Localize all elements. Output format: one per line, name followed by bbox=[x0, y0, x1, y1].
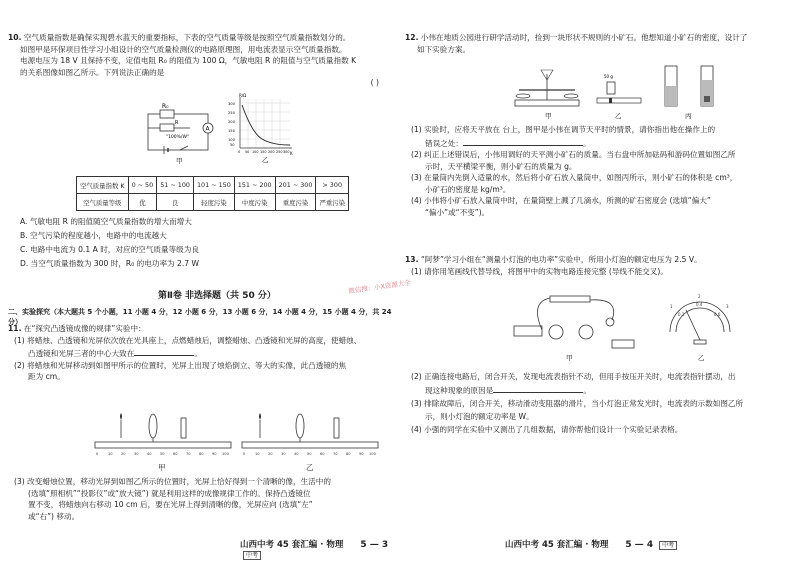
table-cell: 良 bbox=[157, 194, 194, 211]
table-cell: 轻度污染 bbox=[193, 194, 234, 211]
resistor-r0 bbox=[160, 110, 174, 118]
question-13 bbox=[405, 254, 790, 277]
publisher-logo: 中考 bbox=[659, 541, 677, 550]
bench-tick: 60 bbox=[320, 452, 325, 456]
x-tick: 150 bbox=[260, 150, 267, 154]
footer-title: 山西中考 45 套汇编 · 物理 bbox=[505, 540, 609, 550]
bench-tick: 50 bbox=[307, 452, 312, 456]
switch-icon bbox=[180, 146, 188, 150]
lens-icon bbox=[149, 414, 157, 438]
option-d[interactable]: D. 当空气质量指数为 300 时，R₀ 的电功率为 2.7 W bbox=[20, 259, 200, 268]
table-cell: 空气质量等级 bbox=[77, 194, 129, 211]
circuit-diagram-jia bbox=[140, 102, 220, 164]
ammeter-dial-icon bbox=[670, 302, 730, 344]
question-text-line: (4) 小强的同学在实验中又测出了几组数据，请你帮他们设计一个实验记录表格。 bbox=[411, 425, 683, 434]
question-text-line: (选填“照相机”“投影仪”或“放大镜”) 就是利用这样的成像规律工作的。保持凸透镜位 bbox=[28, 488, 311, 498]
answer-bracket[interactable]: ( ) bbox=[370, 78, 379, 87]
page-footer bbox=[240, 538, 393, 560]
sensor-mark: "100%/W" bbox=[166, 135, 189, 140]
question-number: 12. bbox=[405, 33, 419, 42]
bench-tick: 100 bbox=[222, 452, 229, 456]
question-text-line: 现这种现象的原因是 bbox=[425, 386, 494, 395]
y-tick: 150 bbox=[228, 129, 235, 133]
question-11: 11. 在“探究凸透镜成像的规律”实验中： (1) 将蜡烛、凸透镜和光屏依次放在光具座上，点燃蜡烛后，调整蜡烛、凸透镜和光屏的高度，使蜡烛、 凸透镜和光屏三者的中心大致在 。 (2) 将蜡烛和光屏移动到如图甲所示的位置时，光屏上出现了烛焰倒立、等大的实像，此凸透镜的焦 距为 cm。 bbox=[8, 324, 362, 381]
answer-blank[interactable] bbox=[463, 136, 583, 146]
question-text-line: 小伟在地质公园进行研学活动时，捡到一块形状不规则的小矿石。他想知道小矿石的密度，设计了 bbox=[420, 33, 748, 42]
question-text-line: “偏小”或“不变”)。 bbox=[425, 207, 490, 217]
meter-tick: 2 bbox=[698, 294, 701, 299]
table-cell: 101 ~ 150 bbox=[193, 177, 234, 194]
x-tick: 200 bbox=[268, 150, 275, 154]
question-text-line: (2) 正确连接电路后，闭合开关，发现电流表指针不动，但用手按压开关时，电流表指针摆动，出 bbox=[411, 372, 736, 381]
optical-bench-jia bbox=[93, 404, 233, 460]
answer-blank[interactable] bbox=[134, 346, 194, 356]
question-text-line: 如下实验方案。 bbox=[417, 44, 471, 54]
table-cell: 优 bbox=[128, 194, 157, 211]
screen-icon bbox=[334, 418, 339, 438]
y-tick: 250 bbox=[228, 111, 235, 115]
question-text-line: 错误之处： bbox=[425, 138, 463, 148]
page-footer bbox=[505, 538, 677, 550]
bench-tick: 40 bbox=[294, 452, 299, 456]
question-text-line: (3) 在量筒内先倒入适量的水，然后将小矿石放入量筒中，如图丙所示，则小矿石的体积是 cm³， bbox=[411, 173, 738, 182]
question-text-line: 置不变，将蜡烛向右移动 10 cm 后，要在光屏上得到清晰的像，光屏应向 (选填“左” bbox=[28, 500, 313, 509]
y-axis-label: R/Ω bbox=[239, 93, 247, 98]
question-text-line: 距为 cm。 bbox=[28, 372, 65, 381]
figure-caption: 甲 bbox=[566, 354, 573, 362]
question-11-part3 bbox=[8, 476, 388, 522]
resistance-graph-yi bbox=[226, 93, 296, 165]
question-text-line: (2) 将蜡烛和光屏移动到如图甲所示的位置时，光屏上出现了烛焰倒立、等大的实像，此凸透镜的焦 bbox=[14, 360, 347, 370]
question-number: 13. bbox=[405, 255, 419, 264]
bench-tick: 70 bbox=[186, 452, 191, 456]
bench-tick: 30 bbox=[134, 452, 139, 456]
y-tick: 100 bbox=[228, 138, 235, 142]
question-text-line: 示，则小灯泡的额定功率是 W。 bbox=[425, 412, 534, 421]
right-page bbox=[405, 0, 790, 566]
question-text-line: 如图甲是环保项目性学习小组设计的空气质量检测仪的电路原理图，用电流表显示空气质量指数。 bbox=[20, 44, 347, 54]
bench-tick: 20 bbox=[268, 452, 273, 456]
question-number: 11. bbox=[8, 324, 22, 333]
question-12-parts: (1) 实验时，应将天平放在 台上，图甲是小伟在调节天平时的情景，请你指出他在操作上的 错误之处： 。 (2) 纠正上述错误后，小伟用调好的天平测小矿石的质量。当右盘中所加砝码和游码位置如图乙所 示时，天平横梁平衡，则小矿石的质量为 g。 (3) 在量筒内先倒入适量的水，然后将小矿石放入量筒中，如图丙所示，则小矿石的体积是 cm³， 小矿石的密度是 kg/m³。 (4) 小伟将小矿石放入量筒中时，在量筒壁上溅了几滴水，所测的矿石密度会 (选填“偏大” “偏小”或“不变”)。 bbox=[405, 124, 790, 218]
balance-icon bbox=[515, 70, 579, 106]
bench-tick: 0 bbox=[96, 452, 99, 456]
q13-figures bbox=[500, 282, 750, 364]
bench-rail bbox=[242, 442, 378, 448]
table-cell: > 300 bbox=[316, 177, 349, 194]
bench-tick: 90 bbox=[359, 452, 364, 456]
ammeter-label: A bbox=[205, 125, 210, 133]
watermark: 微信搜：小X资源大全 bbox=[347, 278, 412, 296]
bench-tick: 40 bbox=[147, 452, 152, 456]
question-text-line: (1) 请你用笔画线代替导线，将图甲中的实物电路连接完整 (导线不能交叉)。 bbox=[411, 266, 668, 276]
table-cell: 51 ~ 100 bbox=[157, 177, 194, 194]
y-tick: 200 bbox=[228, 120, 235, 124]
question-13-parts: (2) 正确连接电路后，闭合开关，发现电流表指针不动，但用手按压开关时，电流表指针摆动，出 现这种现象的原因是 。 (3) 排除故障后，闭合开关，移动滑动变阻器的滑片，当小灯泡正常发光时，电流表的示数如图乙所 示，则小灯泡的额定功率是 W。 (4) 小强的同学在实验中又测出了几组数据，请你帮他们设计一个实验记录表格。 bbox=[405, 370, 790, 436]
x-tick: 300 bbox=[283, 150, 290, 154]
figure-caption: 乙 bbox=[615, 112, 622, 120]
question-text-line: 凸透镜和光屏三者的中心大致在 bbox=[28, 349, 135, 358]
publisher-logo: 中考 bbox=[243, 551, 261, 560]
bench-rail bbox=[95, 442, 231, 448]
question-text-line: (1) 实验时，应将天平放在 台上，图甲是小伟在调节天平时的情景，请你指出他在操作上的 bbox=[411, 125, 716, 134]
section-title: 第Ⅱ卷 非选择题（共 50 分） bbox=[158, 291, 276, 301]
question-text-line: 空气质量指数是确保实现碧水蓝天的重要指标，下表的空气质量等级是按照空气质量指数划分的。 bbox=[23, 33, 351, 42]
table-row bbox=[77, 194, 349, 211]
figure-caption: 乙 bbox=[306, 463, 314, 472]
physical-circuit-icon bbox=[514, 296, 634, 348]
section-heading: 二、实验探究（本大题共 5 个小题，11 小题 4 分，12 小题 6 分，13 小题 6 分，14 小题 4 分，15 小题 4 分，共 24 分） bbox=[8, 308, 392, 326]
x-tick: 250 bbox=[276, 150, 283, 154]
weights-icon bbox=[597, 82, 641, 103]
bench-tick: 30 bbox=[281, 452, 286, 456]
question-number: 10. bbox=[8, 33, 22, 42]
meter-tick: 3 bbox=[726, 304, 729, 309]
bench-tick: 50 bbox=[160, 452, 165, 456]
bench-tick: 100 bbox=[369, 452, 376, 456]
question-10 bbox=[8, 32, 388, 78]
x-axis-label: K bbox=[290, 151, 293, 156]
optical-bench-yi bbox=[240, 404, 380, 460]
question-text-line: (3) 改变蜡烛位置，移动光屏到如图乙所示的位置时，光屏上恰好得到一个清晰的像，生活中的 bbox=[14, 477, 331, 486]
bench-tick: 90 bbox=[212, 452, 217, 456]
table-cell: 0 ~ 50 bbox=[128, 177, 157, 194]
bench-tick: 10 bbox=[255, 452, 260, 456]
y-tick: 50 bbox=[230, 143, 235, 147]
flame-icon bbox=[259, 413, 261, 420]
r-label: R bbox=[175, 120, 179, 126]
question-text-line: 小矿石的密度是 kg/m³。 bbox=[425, 184, 511, 194]
question-text-line: (4) 小伟将小矿石放入量筒中时，在量筒壁上溅了几滴水，所测的矿石密度会 (选填“偏大” bbox=[411, 196, 711, 205]
x-tick: 0 bbox=[238, 150, 241, 154]
option-a[interactable]: A. 气敏电阻 R 的阻值随空气质量指数的增大而增大 bbox=[20, 217, 192, 226]
question-text-line: 示时，天平横梁平衡，则小矿石的质量为 g。 bbox=[425, 161, 577, 171]
x-tick: 50 bbox=[245, 150, 250, 154]
r0-label: R₀ bbox=[162, 103, 169, 110]
bench-tick: 0 bbox=[243, 452, 246, 456]
question-text-line: 或“右”) 移动。 bbox=[28, 511, 80, 521]
option-c[interactable]: C. 电路中电流为 0.1 A 时，对应的空气质量等级为良 bbox=[20, 245, 199, 254]
question-text-line: 的关系图像如图乙所示。下列说法正确的是 bbox=[20, 67, 165, 77]
page-number: 5 — 3 bbox=[360, 540, 389, 550]
table-cell: 重度污染 bbox=[275, 194, 316, 211]
figure-caption: 甲 bbox=[545, 112, 552, 120]
meter-tick: 1 bbox=[670, 304, 673, 309]
lens-icon bbox=[296, 414, 304, 438]
graduated-cylinder-icon bbox=[665, 66, 713, 106]
figure-caption: 乙 bbox=[698, 354, 705, 362]
figure-caption: 甲 bbox=[158, 463, 166, 472]
meter-tick: 0.2 bbox=[678, 312, 685, 317]
figure-caption: 丙 bbox=[685, 112, 692, 120]
question-text-line: (1) 将蜡烛、凸透镜和光屏依次放在光具座上，点燃蜡烛后，调整蜡烛、凸透镜和光屏的高度，使蜡烛、 bbox=[14, 335, 362, 345]
table-cell: 中度污染 bbox=[234, 194, 275, 211]
table-cell: 151 ~ 200 bbox=[234, 177, 275, 194]
air-quality-table bbox=[76, 176, 349, 211]
question-intro: 在“探究凸透镜成像的规律”实验中： bbox=[23, 324, 146, 333]
screen-icon bbox=[181, 418, 186, 438]
x-tick: 100 bbox=[252, 150, 259, 154]
bench-tick: 80 bbox=[199, 452, 204, 456]
bench-tick: 10 bbox=[108, 452, 113, 456]
table-cell: 严重污染 bbox=[316, 194, 349, 211]
answer-blank[interactable] bbox=[493, 383, 583, 393]
q12-figures bbox=[505, 60, 735, 122]
question-text-line: (2) 纠正上述错误后，小伟用调好的天平测小矿石的质量。当右盘中所加砝码和游码位置如图乙所 bbox=[411, 150, 736, 159]
question-10-options bbox=[20, 215, 390, 271]
meter-tick: 0.6 bbox=[714, 312, 721, 317]
question-12 bbox=[405, 32, 790, 55]
y-tick: 300 bbox=[228, 102, 235, 106]
table-cell: 201 ~ 300 bbox=[275, 177, 316, 194]
page-number: 5 — 4 bbox=[625, 540, 654, 550]
flame-icon bbox=[120, 413, 122, 420]
gas-sensor-r bbox=[160, 124, 174, 131]
meter-tick: 0.4 bbox=[696, 302, 703, 307]
bench-tick: 80 bbox=[346, 452, 351, 456]
question-text-line: (3) 排除故障后，闭合开关，移动滑动变阻器的滑片，当小灯泡正常发光时，电流表的示数如图乙所 bbox=[411, 399, 744, 408]
bench-tick: 70 bbox=[333, 452, 338, 456]
table-row bbox=[77, 177, 349, 194]
option-b[interactable]: B. 空气污染的程度越小，电路中的电流越大 bbox=[20, 231, 167, 240]
table-cell: 空气质量指数 K bbox=[77, 177, 129, 194]
figure-caption: 乙 bbox=[262, 156, 269, 164]
question-intro: “阿梦”学习小组在“测量小灯泡的电功率”实验中，所用小灯泡的额定电压为 2.5 V。 bbox=[420, 255, 702, 264]
bench-tick: 60 bbox=[173, 452, 178, 456]
footer-title: 山西中考 45 套汇编 · 物理 bbox=[240, 540, 344, 550]
question-text-line: 电源电压为 18 V 且保持不变，定值电阻 R₀ 的阻值为 100 Ω，气敏电阻 R 的阻值与空气质量指数 K bbox=[20, 56, 357, 65]
figure-caption: 甲 bbox=[176, 157, 183, 164]
left-page bbox=[8, 0, 393, 566]
bench-tick: 20 bbox=[121, 452, 126, 456]
weight-label: 50 g bbox=[604, 74, 613, 79]
